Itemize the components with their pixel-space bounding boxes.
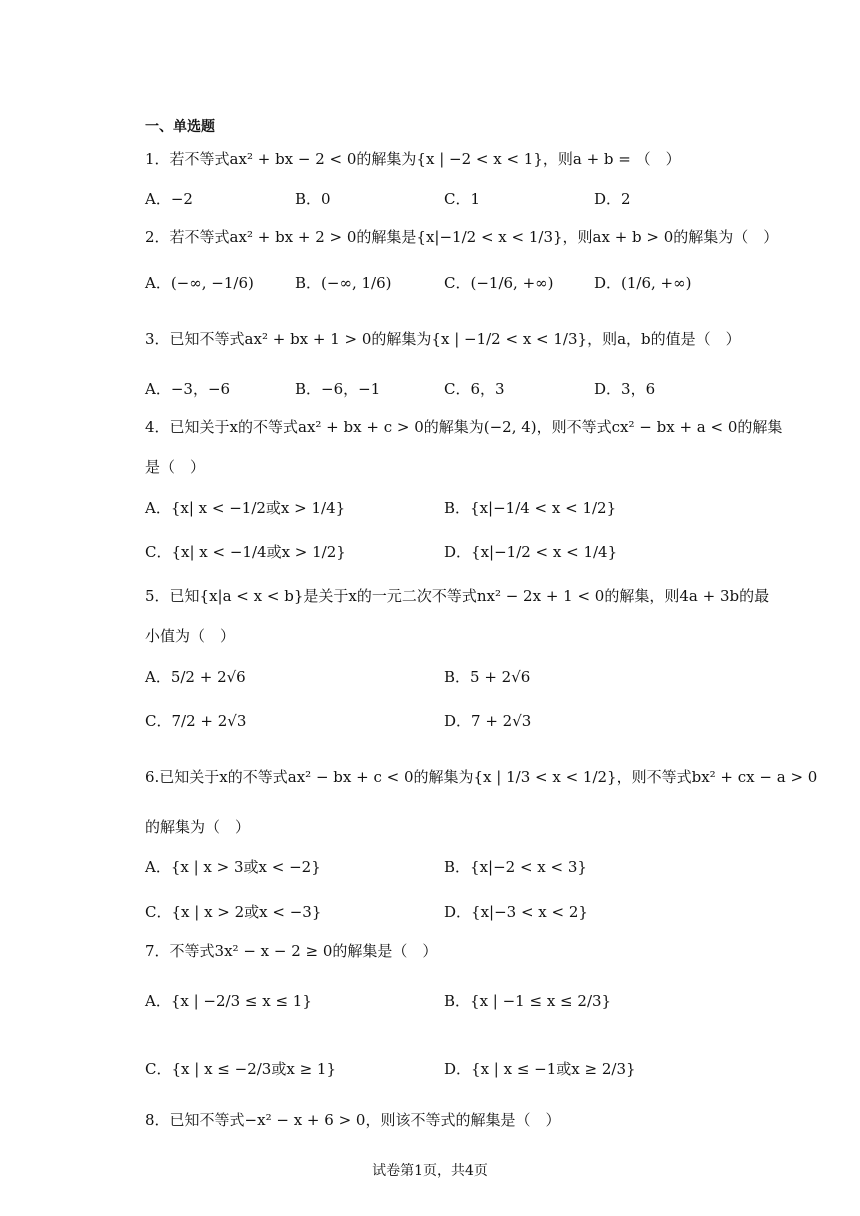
- q6-option-c[interactable]: C．{x | x > 2或x < −3}: [145, 903, 322, 921]
- question-1-stem: 1．若不等式ax² + bx − 2 < 0的解集为{x | −2 < x < 1}，则a + b = （ ）: [145, 150, 681, 168]
- q7-option-d[interactable]: D．{x | x ≤ −1或x ≥ 2/3}: [444, 1060, 636, 1078]
- q2-option-a[interactable]: A．(−∞, −1/6): [145, 274, 254, 292]
- q5-option-a[interactable]: A．5/2 + 2√6: [145, 668, 246, 686]
- question-8-stem: 8．已知不等式−x² − x + 6 > 0，则该不等式的解集是（ ）: [145, 1111, 561, 1129]
- question-5-stem-cont: 小值为（ ）: [145, 627, 236, 645]
- q2-option-b[interactable]: B．(−∞, 1/6): [295, 274, 392, 292]
- q7-option-c[interactable]: C．{x | x ≤ −2/3或x ≥ 1}: [145, 1060, 336, 1078]
- q2-option-c[interactable]: C．(−1/6, +∞): [444, 274, 554, 292]
- q3-option-c[interactable]: C．6，3: [444, 380, 505, 398]
- question-7-stem: 7．不等式3x² − x − 2 ≥ 0的解集是（ ）: [145, 942, 438, 960]
- q5-option-b[interactable]: B．5 + 2√6: [444, 668, 531, 686]
- q3-option-d[interactable]: D．3，6: [594, 380, 656, 398]
- question-5-stem: 5．已知{x|a < x < b}是关于x的一元二次不等式nx² − 2x + 1 < 0的解集，则4a + 3b的最: [145, 587, 770, 605]
- q1-option-c[interactable]: C．1: [444, 190, 481, 208]
- q4-option-c[interactable]: C．{x| x < −1/4或x > 1/2}: [145, 543, 346, 561]
- q6-option-b[interactable]: B．{x|−2 < x < 3}: [444, 858, 587, 876]
- q1-option-a[interactable]: A．−2: [145, 190, 193, 208]
- q4-option-d[interactable]: D．{x|−1/2 < x < 1/4}: [444, 543, 618, 561]
- question-6-stem: 6.已知关于x的不等式ax² − bx + c < 0的解集为{x | 1/3 < x < 1/2}，则不等式bx² + cx − a > 0: [145, 768, 818, 786]
- question-6-stem-cont: 的解集为（ ）: [145, 818, 251, 836]
- section-title: 一、单选题: [145, 119, 215, 135]
- q1-option-d[interactable]: D．2: [594, 190, 631, 208]
- q1-option-b[interactable]: B．0: [295, 190, 331, 208]
- q5-option-c[interactable]: C．7/2 + 2√3: [145, 712, 247, 730]
- q2-option-d[interactable]: D．(1/6, +∞): [594, 274, 692, 292]
- q6-option-a[interactable]: A．{x | x > 3或x < −2}: [145, 858, 321, 876]
- question-4-stem: 4．已知关于x的不等式ax² + bx + c > 0的解集为(−2, 4)，则不等式cx² − bx + a < 0的解集: [145, 418, 783, 436]
- q4-option-b[interactable]: B．{x|−1/4 < x < 1/2}: [444, 499, 617, 517]
- q3-option-a[interactable]: A．−3，−6: [145, 380, 231, 398]
- q3-option-b[interactable]: B．−6，−1: [295, 380, 381, 398]
- q6-option-d[interactable]: D．{x|−3 < x < 2}: [444, 903, 588, 921]
- q4-option-a[interactable]: A．{x| x < −1/2或x > 1/4}: [145, 499, 346, 517]
- question-3-stem: 3．已知不等式ax² + bx + 1 > 0的解集为{x | −1/2 < x < 1/3}，则a，b的值是（ ）: [145, 330, 741, 348]
- q7-option-a[interactable]: A．{x | −2/3 ≤ x ≤ 1}: [145, 992, 312, 1010]
- page-footer: 试卷第1页，共4页: [372, 1163, 488, 1179]
- question-2-stem: 2．若不等式ax² + bx + 2 > 0的解集是{x|−1/2 < x < 1/3}，则ax + b > 0的解集为（ ）: [145, 228, 779, 246]
- q7-option-b[interactable]: B．{x | −1 ≤ x ≤ 2/3}: [444, 992, 612, 1010]
- q5-option-d[interactable]: D．7 + 2√3: [444, 712, 532, 730]
- question-4-stem-cont: 是（ ）: [145, 458, 206, 476]
